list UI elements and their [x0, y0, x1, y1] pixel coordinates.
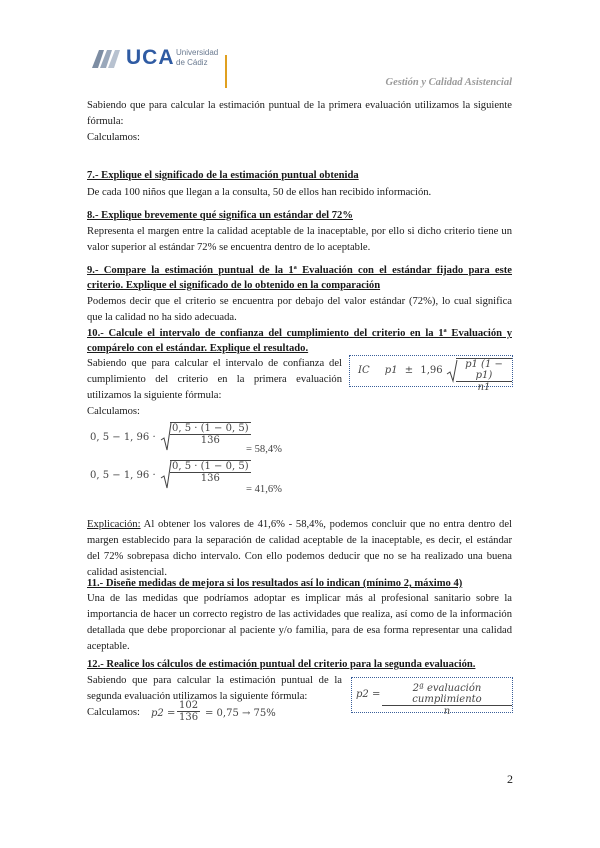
logo-text: UCA	[126, 46, 175, 69]
q10-calc-label: Calculamos:	[87, 406, 140, 417]
q9-title: 9.- Compare la estimación puntual de la 1ª Evaluación con el estándar fijado para este criterio. Explique el significado de lo obtenido en la comparación	[87, 265, 512, 291]
q12-formula-denominator: n	[443, 706, 451, 717]
header-divider	[225, 55, 227, 88]
explanation-text: Al obtener los valores de 41,6% - 58,4%, podemos concluir que no entra dentro del margen establecido para la separación de calidad aceptable de la inaceptable, es decir, el estándar del 72% sobrepasa dicho intervalo. Con ello podemos deducir que no se ha realizado una buena calidad asistencial.	[87, 519, 512, 578]
q10-formula-box	[349, 355, 513, 393]
q12-formula-box	[351, 677, 513, 717]
calc1-denominator: 136	[200, 435, 220, 446]
calc1-numerator: 0, 5 · (1 − 0, 5)	[172, 423, 249, 434]
calc2-numerator: 0, 5 · (1 − 0, 5)	[172, 461, 249, 472]
q7-answer: De cada 100 niños que llegan a la consulta, 50 de ellos han recibido información.	[87, 187, 432, 198]
calc2-denominator: 136	[200, 473, 220, 484]
calc1-lead: 0, 5 − 1, 96 ·	[90, 432, 156, 443]
page-number: 2	[507, 772, 513, 786]
q10-explanation	[87, 517, 512, 581]
q12-calc-numerator: 102	[179, 700, 199, 711]
formula-lhs: IC	[358, 365, 370, 376]
formula-z: 1,96	[420, 365, 443, 376]
explanation-label: Explicación:	[87, 519, 141, 530]
formula-p1: p1	[384, 365, 398, 376]
q10-calc2	[90, 460, 350, 500]
calc2-result: = 41,6%	[246, 484, 282, 495]
intro-paragraph: Sabiendo que para calcular la estimación puntual de la primera evaluación utilizamos la siguiente fórmula:	[87, 100, 512, 127]
q12-calc-result: = 0,75 → 75%	[205, 708, 276, 719]
q12-calc-lhs: p2 =	[151, 708, 176, 719]
calc2-lead: 0, 5 − 1, 96 ·	[90, 470, 156, 481]
intro-calc-label: Calculamos:	[87, 132, 140, 143]
q8-title: 8.- Explique brevemente qué significa un estándar del 72%	[87, 210, 353, 221]
university-name-line1: Universidad	[176, 48, 219, 57]
running-title: Gestión y Calidad Asistencial	[385, 77, 512, 88]
logo-emblem-icon	[90, 46, 124, 70]
q7-title: 7.- Explique el significado de la estimación puntual obtenida	[87, 170, 359, 181]
formula-denominator: n1	[477, 382, 491, 393]
formula-pm: ±	[404, 365, 414, 376]
q12-title: 12.- Realice los cálculos de estimación puntual del criterio para la segunda evaluación.	[87, 659, 476, 670]
university-logo	[90, 42, 230, 84]
q8-answer: Representa el margen entre la calidad aceptable de la inaceptable, por ello si dicho criterio tiene un valor superior al estándar 72% se encuentra dentro de lo aceptable.	[87, 226, 512, 253]
q11-title: 11.- Diseñe medidas de mejora si los resultados así lo indican (mínimo 2, máximo 4)	[87, 578, 463, 589]
calc1-result: = 58,4%	[246, 444, 282, 455]
q11-answer: Una de las medidas que podríamos adoptar es implicar más al profesional sanitario sobre la importancia de hacer un correcto registro de las actividades que realiza, así como de la información detallada que debe proporcionar al paciente y/o familia, para de esa forma representar una calidad aceptable.	[87, 593, 512, 652]
formula-numerator: p1 (1 − p1)	[456, 359, 512, 382]
q10-text: Sabiendo que para calcular el intervalo de confianza del cumplimiento del criterio en la primera evaluación utilizamos la siguiente fórmula:	[87, 358, 342, 401]
q12-calc1	[151, 700, 351, 728]
q10-title: 10.- Calcule el intervalo de confianza del cumplimiento del criterio en la 1ª Evaluación y compárelo con el estándar. Explique el resultado.	[87, 328, 512, 354]
q12-formula-lhs: p2 =	[356, 689, 381, 700]
university-name-line2: de Cádiz	[176, 58, 208, 67]
q9-answer: Podemos decir que el criterio se encuentra por debajo del valor estándar (72%), lo cual significa que la calidad no ha sido adecuada.	[87, 296, 512, 323]
q12-calc-denominator: 136	[179, 712, 199, 723]
q12-text: Sabiendo que para calcular la estimación puntual de la segunda evaluación utilizamos la siguiente fórmula:	[87, 675, 342, 702]
q10-calc1	[90, 422, 350, 462]
q12-formula-numerator: 2ª evaluación cumplimiento	[382, 683, 512, 706]
q12-calc-label: Calculamos:	[87, 707, 140, 718]
